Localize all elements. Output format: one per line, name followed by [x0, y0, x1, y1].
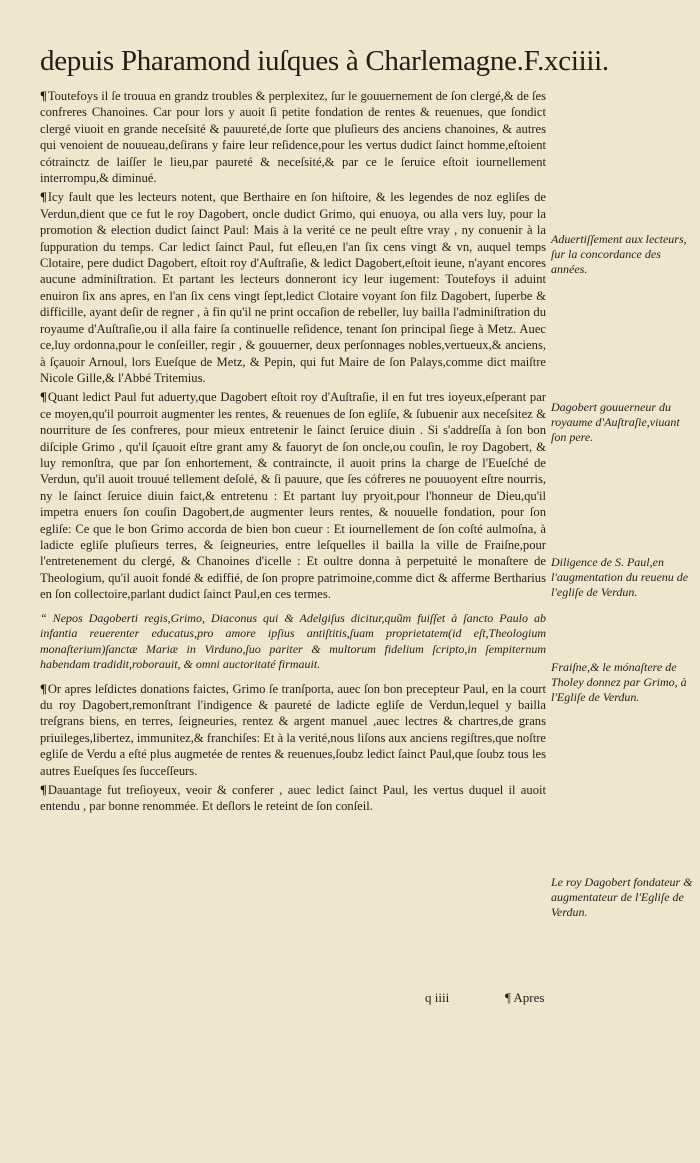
catchword: ¶ Apres: [505, 990, 545, 1005]
paragraph: [40, 189, 546, 386]
margin-note: Dagobert gouuerneur du royaume d'Auſtraſie,viuant ſon pere.: [551, 400, 680, 444]
paragraph-text: Icy fault que les lecteurs notent, que Berthaire en ſon hiſtoire, & les legendes de noz egliſes de Verdun,dient que ce fut le roy Dagobert, oncle dudict Grimo, qui enuoya, ou alla vers luy, pour la promotion & election dudict ſainct Paul: Mais à la verité ce ne peult eſtre vray , ny conuenir à la ſuppuration du temps. Car ledict ſainct Paul, fut eſleu,en l'an ſix cens vingt & vn, auquel temps Clotaire, pere dudict Dagobert, eſtoit roy d'Auſtraſie, & ledict Dagobert,eſtoit ieune, n'ayant encores aucune adminiſtration. Et partant les lecteurs donneront icy leur iugement: Toutefoys il aduint enuiron ſix ans apres, en l'an ſix cens vingt ſept,ledict Clotaire voyant ſon filz Dagobert, ſuperbe & difficille, ayant deſir de regner , à fin qu'il ne print occaſion de rebeller, luy bailla l'adminiſtration du royaume d'Auſtraſie,ou il alla faire ſa continuelle reſidence, tenant ſon principal ſiege à Metz. Auec ce,luy ordonna,pour le conſeiller, regir , & gouuerner, deux perſonnages nobles,vertueux,& anciens, à ſçauoir Arnoul, lors Eueſque de Metz, & Pepin, qui fut Maire de ſon Palays,comme dict maiſtre Nicole Gille,& l'Abbé Tritemius.: [40, 190, 546, 385]
margin-note: Fraiſne,& le mónaſtere de Tholey donnez par Grimo, à l'Egliſe de Verdun.: [551, 660, 687, 704]
margin-note: Aduertiſſement aux lecteurs, ſur la concordance des années.: [551, 232, 687, 276]
signature-mark: q iiii: [425, 990, 450, 1005]
paragraph-text: Or apres leſdictes donations faictes, Grimo ſe tranſporta, auec ſon bon precepteur Paul, en la court du roy Dagobert,remonſtrant l'indigence & paureté de ladicte egliſe de Verdun,lequel y bailla treſgrans biens, en terres, ſeigneuries, rentez & argent manuel ,auec lectres & chartres,de grans priuileges,libertez, immunitez,& franchiſes: Et à la verité,nous liſons aux anciens regiſtres,que noſtre egliſe de Verdu a eſté plus augmetée de rentes & reuenues,ſoubz ledict ſainct Paul,que ſoubz tous les autres Eueſques ſes ſucceſſeurs.: [40, 681, 546, 778]
paragraph-text: Toutefoys il ſe trouua en grandz troubles & perplexitez, ſur le gouuernement de ſon clergé,& de ſes confreres Chanoines. Car pour lors y auoit ſi petite fondation de rentes & reuenues, que ſondict clergé viuoit en grande neceſsité & pauureté,de ſorte que pluſieurs des anciens chanoines, & autres qui venoient de nouueau,deſirans y faire leur reſidence,pour les vertus dudict ſainct homme,eſtoient cótrainctz de laiſſer le lieu,par paureté & neceſsité,& par ce le ſeruice eſtoit iournellement interrompu,& diminué.: [40, 89, 546, 186]
main-text-column: [40, 88, 546, 818]
paragraph: [40, 389, 546, 602]
paragraph: [40, 681, 546, 779]
pilcrow: ¶: [40, 783, 47, 798]
latin-quotation: [40, 611, 546, 673]
margin-note: Le roy Dagobert fondateur & augmentateur de l'Egliſe de Verdun.: [551, 875, 693, 919]
margin-note: Diligence de S. Paul,en l'augmentation du reuenu de l'egliſe de Verdun.: [551, 555, 689, 599]
pilcrow: ¶: [40, 89, 47, 103]
running-title: depuis Pharamond iuſques à Charlemagne.F.xciiii.: [40, 45, 609, 77]
pilcrow: ¶: [40, 681, 47, 696]
paragraph-text: Dauantage fut treſioyeux, veoir & conferer , auec ledict ſainct Paul, les vertus duquel il auoit entendu , par bonne renommée. Et deſlors le reteint de ſon conſeil.: [40, 783, 546, 814]
paragraph-text: Quant ledict Paul fut aduerty,que Dagobert eſtoit roy d'Auſtraſie, il en fut tres ioyeux,eſperant par ce moyen,qu'il pourroit augmenter les rentes, & reuenues de ſon egliſe, & ſubuenir aux neceſsitez & nourriture de ſes confreres, pour mieux entretenir le ſainct ſeruice diuin . Si s'addreſſa à ſon bon diſciple Grimo , qu'il ſçauoit eſtre grant amy & fauoryt de ſon oncle,ou couſin, le roy Dagobert, & luy remonſtra, que par ſon enhortement, & contraincte, il auoit prins la charge de l'Eueſché de Verdun, qu'il auoit trouué tellement deſolé, & ſi pauure, que ſes cófreres ne pouuoyent eſtre nourris, ny le ſainct ſeruice diuin faict,& entretenu : Et partant luy pryoit,pour l'honneur de Dieu,qu'il impetra enuers ſon couſin Dagobert,de augmenter leurs rentes, & nouuelle fondation, pour ſon egliſe: Ce que le bon Grimo accorda de bien bon cueur : Et iournellement de ſon coſté aulmoſna, à ladicte egliſe pluſieurs terres, & ſeigneuries, entre leſquelles il bailla la ville de Fraiſne,pour l'entretenement du clergé, & Chanoines d'icelle : Et oultre donna à perpetuité le monaſtere de Theologium, qu'il auoit fondé & ediffié, de ſon propre patrimoine,comme dict & afferme Bertharius en ſon collectoire,parlant dudict ſainct Paul,en ces termes.: [40, 390, 546, 602]
pilcrow: ¶: [40, 190, 47, 205]
paragraph: [40, 88, 546, 186]
quotation-text: “ Nepos Dagoberti regis,Grimo, Diaconus qui & Adelgiſus dicitur,quũm fuiſſet à ſancto Paulo ab infantia reuerenter educatus,pro amore ipſius antiſtitis,ſuam proprietatem(id eſt,Theologium monaſterium)ſanctæ Mariæ in Virduno,ſuo pariter & multorum fidelium ſcripto,in ſempiternum habendam tradidit,roborauit, & omni auctoritaté firmauit.: [40, 610, 546, 672]
pilcrow: ¶: [40, 390, 47, 405]
paragraph: [40, 782, 546, 815]
